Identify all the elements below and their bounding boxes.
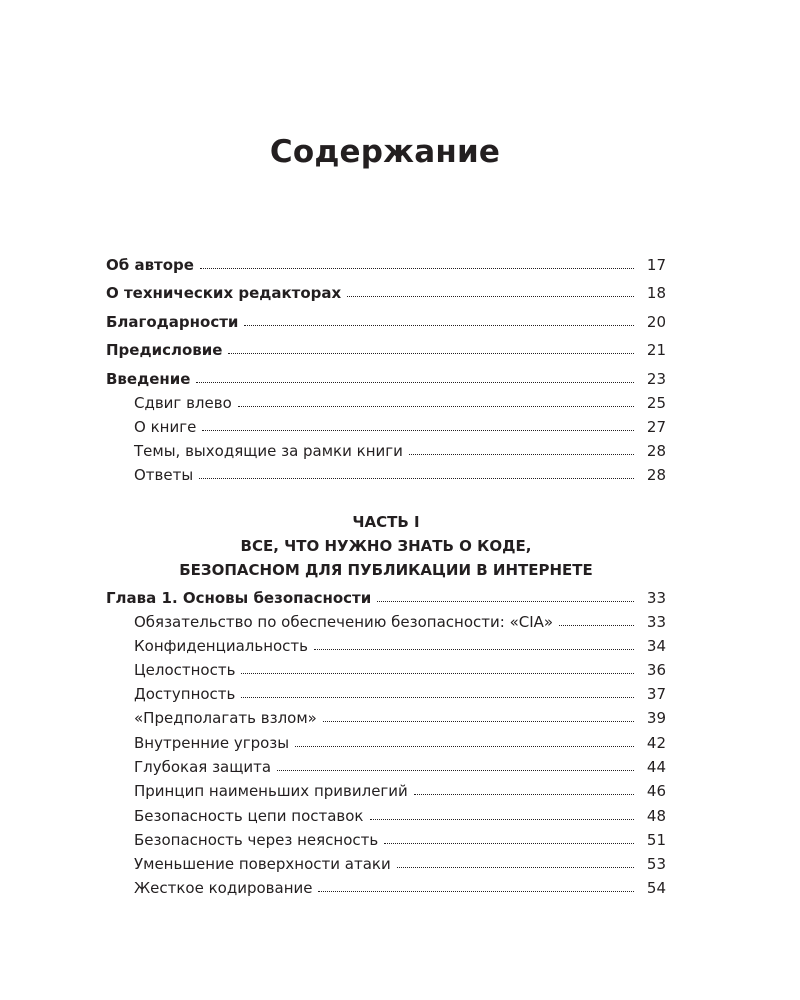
toc-entry-chapter-1[interactable] xyxy=(106,585,666,607)
toc-entry-label: Жесткое кодирование xyxy=(134,879,313,897)
toc-entry-label: Безопасность цепи поставок xyxy=(134,807,364,825)
toc-entry-least-privilege[interactable] xyxy=(134,778,666,800)
dot-leader xyxy=(295,745,634,747)
toc-page-number: 36 xyxy=(646,661,666,679)
dot-leader xyxy=(384,842,634,844)
toc-page-number: 46 xyxy=(646,782,666,800)
toc-entry-label: Благодарности xyxy=(106,313,239,331)
toc-page-number: 28 xyxy=(646,442,666,460)
dot-leader xyxy=(314,648,634,650)
dot-leader xyxy=(347,295,634,297)
dot-leader xyxy=(377,600,634,602)
toc-entry-hardcoding[interactable] xyxy=(134,875,666,897)
toc-entry-label: Обязательство по обеспечению безопасности: «CIA» xyxy=(134,613,554,631)
toc-page-number: 23 xyxy=(646,370,666,388)
toc-entry-label: «Предполагать взлом» xyxy=(134,709,317,727)
dot-leader xyxy=(559,624,634,626)
toc-page-number: 27 xyxy=(646,418,666,436)
toc-entry-label: Об авторе xyxy=(106,256,194,274)
dot-leader xyxy=(414,793,634,795)
toc-page-number: 33 xyxy=(646,589,666,607)
part-heading xyxy=(106,510,666,582)
dot-leader xyxy=(397,866,634,868)
toc-page-number: 53 xyxy=(646,855,666,873)
toc-entry-foreword[interactable] xyxy=(106,337,666,359)
toc-entry-label: Доступность xyxy=(134,685,236,703)
part-number: ЧАСТЬ I xyxy=(352,513,420,531)
toc-entry-supply-chain[interactable] xyxy=(134,803,666,825)
toc-page-number: 37 xyxy=(646,685,666,703)
toc-page-number: 20 xyxy=(646,313,666,331)
toc-entry-label: Внутренние угрозы xyxy=(134,734,290,752)
toc-page-number: 54 xyxy=(646,879,666,897)
dot-leader xyxy=(370,818,635,820)
toc-entry-defense-in-depth[interactable] xyxy=(134,754,666,776)
toc-entry-label: Предисловие xyxy=(106,341,223,359)
toc-entry-assume-breach[interactable] xyxy=(134,705,666,727)
dot-leader xyxy=(277,769,634,771)
toc-page-number: 39 xyxy=(646,709,666,727)
toc-page-number: 34 xyxy=(646,637,666,655)
toc-entry-label: Введение xyxy=(106,370,191,388)
toc-page-number: 17 xyxy=(646,256,666,274)
dot-leader xyxy=(241,672,634,674)
dot-leader xyxy=(228,352,634,354)
dot-leader xyxy=(409,453,634,455)
toc-entry-answers[interactable] xyxy=(134,462,666,484)
toc-entry-label: О технических редакторах xyxy=(106,284,342,302)
toc-entry-label: Уменьшение поверхности атаки xyxy=(134,855,391,873)
page-title: Содержание xyxy=(269,134,501,170)
toc-entry-integrity[interactable] xyxy=(134,657,666,679)
part-title-line-2: БЕЗОПАСНОМ ДЛЯ ПУБЛИКАЦИИ В ИНТЕРНЕТЕ xyxy=(179,561,593,579)
dot-leader xyxy=(244,324,634,326)
toc-page-number: 21 xyxy=(646,341,666,359)
dot-leader xyxy=(199,477,634,479)
toc-page-number: 28 xyxy=(646,466,666,484)
toc-entry-label: Глава 1. Основы безопасности xyxy=(106,589,372,607)
toc-entry-availability[interactable] xyxy=(134,681,666,703)
toc-page-number: 51 xyxy=(646,831,666,849)
dot-leader xyxy=(238,405,634,407)
toc-entry-obscurity[interactable] xyxy=(134,827,666,849)
toc-page-number: 48 xyxy=(646,807,666,825)
toc-entry-label: Безопасность через неясность xyxy=(134,831,379,849)
dot-leader xyxy=(196,381,634,383)
toc-page-number: 44 xyxy=(646,758,666,776)
toc-page-number: 25 xyxy=(646,394,666,412)
toc-page-number: 42 xyxy=(646,734,666,752)
toc-entry-acknowledgements[interactable] xyxy=(106,309,666,331)
dot-leader xyxy=(200,267,634,269)
toc-entry-label: О книге xyxy=(134,418,197,436)
toc-entry-label: Конфиденциальность xyxy=(134,637,309,655)
dot-leader xyxy=(318,890,634,892)
toc-entry-confidentiality[interactable] xyxy=(134,633,666,655)
toc-entry-about-book[interactable] xyxy=(134,414,666,436)
toc-page-number: 33 xyxy=(646,613,666,631)
toc-page-number: 18 xyxy=(646,284,666,302)
toc-entry-label: Ответы xyxy=(134,466,194,484)
dot-leader xyxy=(241,696,634,698)
toc-entry-cia[interactable] xyxy=(134,609,666,631)
toc-entry-label: Принцип наименьших привилегий xyxy=(134,782,408,800)
toc-entry-insider-threats[interactable] xyxy=(134,730,666,752)
toc-entry-label: Целостность xyxy=(134,661,236,679)
dot-leader xyxy=(323,720,634,722)
toc-entry-label: Сдвиг влево xyxy=(134,394,232,412)
toc-entry-shift-left[interactable] xyxy=(134,390,666,412)
dot-leader xyxy=(202,429,634,431)
toc-entry-attack-surface[interactable] xyxy=(134,851,666,873)
toc-entry-label: Глубокая защита xyxy=(134,758,272,776)
toc-entry-tech-editors[interactable] xyxy=(106,280,666,302)
toc-entry-about-author[interactable] xyxy=(106,252,666,274)
part-title-line-1: ВСЕ, ЧТО НУЖНО ЗНАТЬ О КОДЕ, xyxy=(240,537,532,555)
toc-entry-label: Темы, выходящие за рамки книги xyxy=(134,442,403,460)
toc-entry-out-of-scope[interactable] xyxy=(134,438,666,460)
toc-entry-introduction[interactable] xyxy=(106,366,666,388)
